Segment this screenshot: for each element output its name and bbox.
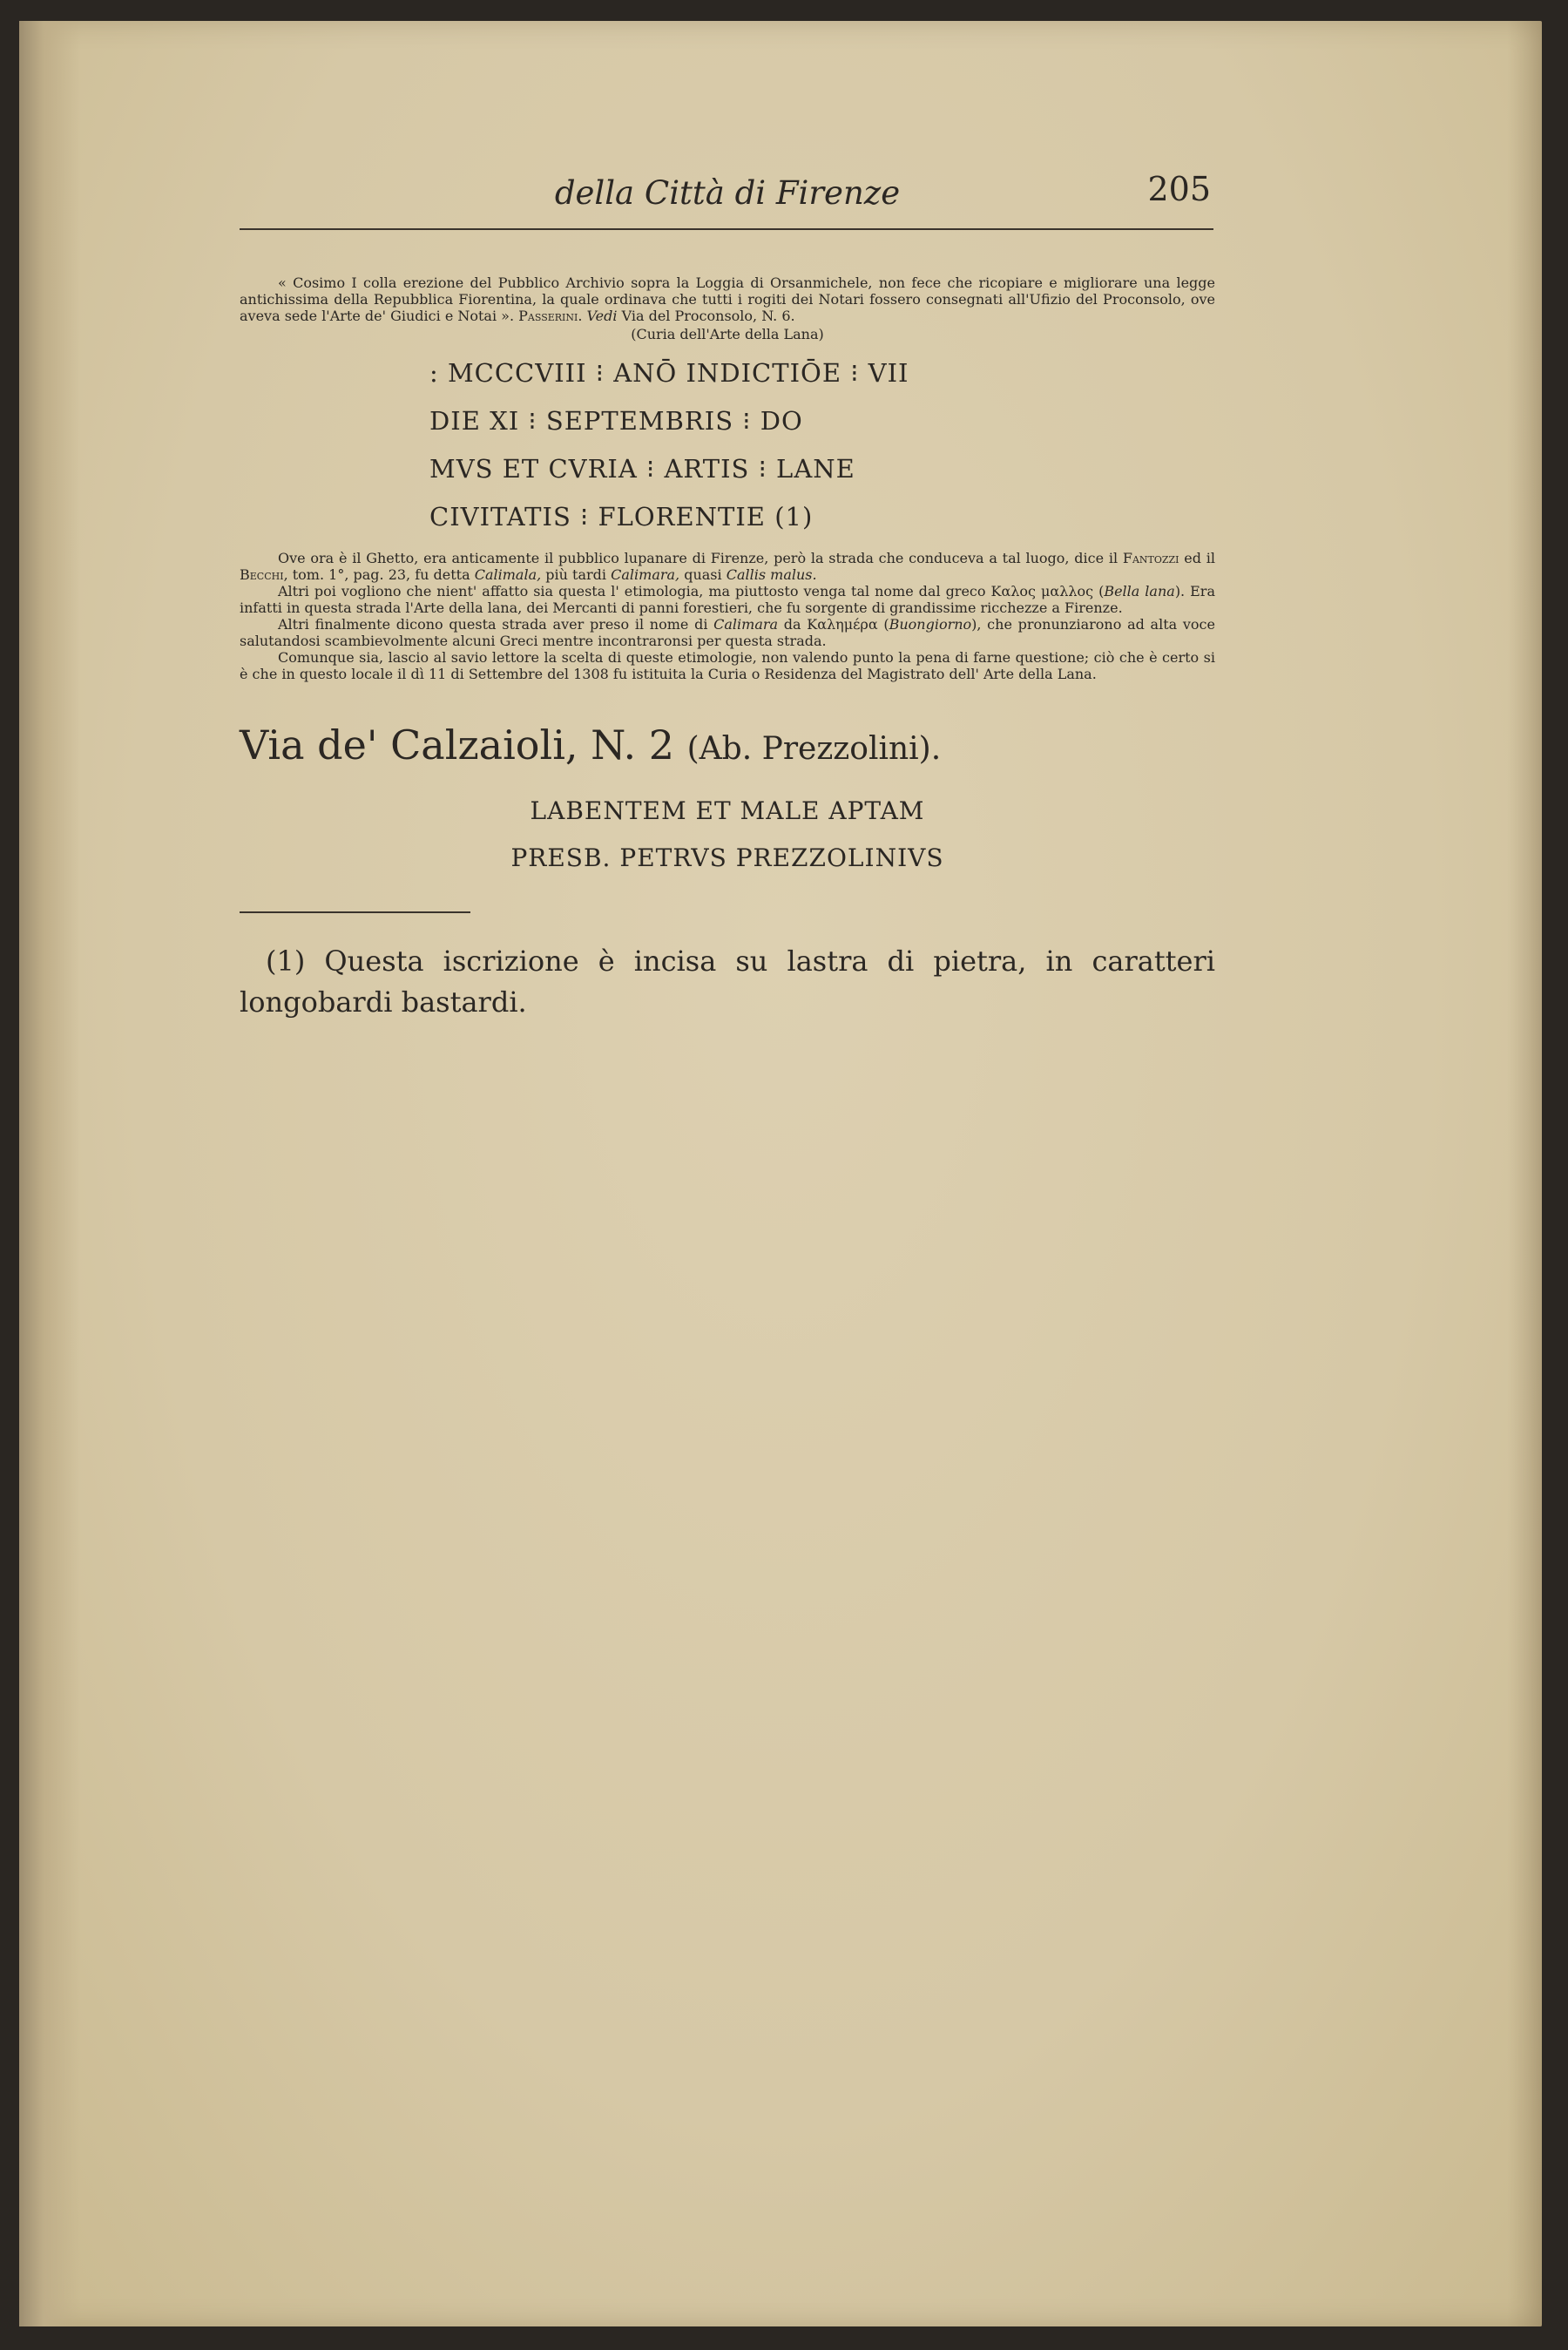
inscription-line: CIVITATIS ⁝ FLORENTIE (1) bbox=[429, 502, 814, 532]
inscription-line: MVS ET CVRIA ⁝ ARTIS ⁝ LANE bbox=[429, 454, 855, 484]
text-run: Altri poi vogliono che nient' affatto sia questa l' etimologia, ma piuttosto venga tal nome dal greco Καλος μαλλος ( bbox=[278, 583, 1105, 599]
italic-term: Calimara bbox=[713, 616, 779, 633]
text-run: ed il bbox=[1184, 550, 1215, 566]
author-name: Passerini. bbox=[518, 308, 583, 324]
author-name: Fantozzi bbox=[1122, 550, 1179, 566]
header-rule bbox=[240, 228, 1213, 230]
footnote: (1) Questa iscrizione è incisa su lastra di pietra, in caratteri longobardi bastardi. bbox=[240, 945, 1215, 1019]
text-run: Altri finalmente dicono questa strada aver preso il nome di bbox=[278, 616, 708, 633]
page-edge bbox=[1507, 21, 1542, 2326]
running-head bbox=[240, 170, 1215, 218]
text-run: da Καλημέρα ( bbox=[783, 616, 889, 633]
text-run: più tardi bbox=[545, 566, 607, 583]
text-run: ). Era infatti in questa strada l'Arte della lana, dei Mercanti di panni forestieri, che fu sorgente di grandissime ricchezze a Firenze. bbox=[240, 583, 1215, 616]
text-run: Ove ora è il Ghetto, era anticamente il pubblico lupanare di Firenze, però la strada che conduceva a tal luogo, dice il bbox=[278, 550, 1119, 566]
italic-term: Calimara, bbox=[611, 566, 680, 583]
section-inscription bbox=[240, 788, 1215, 882]
inscription-line: : MCCCVIII ⁝ ANŌ INDICTIŌE ⁝ VII bbox=[429, 358, 909, 388]
italic-term: Buongiorno bbox=[889, 616, 972, 633]
text-run: , tom. 1°, pag. 23, fu detta bbox=[283, 566, 470, 583]
paragraph-conclusion: Comunque sia, lascio al savio lettore la scelta di queste etimologie, non valendo punto la pena di farne questione; ciò che è certo si è che in questo locale il dì 11 di Settembre del 1308 fu istituita la Curia o Residenza del Magistrato dell' Arte della Lana. bbox=[240, 649, 1215, 682]
paragraph-etymology bbox=[240, 583, 1215, 616]
running-title: della Città di Firenze bbox=[554, 174, 901, 212]
section-title: Via de' Calzaioli, N. 2 bbox=[240, 721, 674, 769]
page-gutter bbox=[19, 21, 80, 2326]
vedi-label: Vedi bbox=[586, 308, 618, 324]
text-run: quasi bbox=[684, 566, 722, 583]
italic-term: Calimala, bbox=[474, 566, 542, 583]
section-heading bbox=[240, 719, 1215, 775]
inscription-block bbox=[429, 349, 1215, 541]
paragraph-kalimera bbox=[240, 616, 1215, 649]
paragraph-quote bbox=[240, 274, 1215, 324]
paragraph-ghetto bbox=[240, 550, 1215, 583]
body-text bbox=[240, 274, 1215, 1023]
quote-text: « Cosimo I colla erezione del Pubblico Archivio sopra la Loggia di Orsanmichele, non fece che ricopiare e migliorare una legge antichissima della Repubblica Fiorentina, la quale ordinava che tutti i rogiti dei Notari fossero consegnati all'Ufizio del Proconsolo, ove aveva sede l'Arte de' Giudici e Notai ». bbox=[240, 274, 1215, 324]
inscription-line: DIE XI ⁝ SEPTEMBRIS ⁝ DO bbox=[429, 406, 803, 436]
section-subtitle: (Ab. Prezzolini). bbox=[686, 731, 942, 767]
author-name: Becchi bbox=[240, 566, 284, 583]
italic-term: Callis malus. bbox=[726, 566, 817, 583]
text-run: ), che pronunziarono ad alta voce salutandosi scambievolmente alcuni Greci mentre incontraronsi per questa strada. bbox=[240, 616, 1215, 649]
footnote-rule bbox=[240, 911, 470, 913]
reference-text: Via del Proconsolo, N. 6. bbox=[621, 308, 795, 324]
inscription-line: PRESB. PETRVS PREZZOLINIVS bbox=[510, 843, 944, 872]
inscription-line: LABENTEM ET MALE APTAM bbox=[530, 796, 925, 825]
page-number: 205 bbox=[1147, 170, 1211, 208]
italic-term: Bella lana bbox=[1104, 583, 1175, 599]
inscription-caption: (Curia dell'Arte della Lana) bbox=[631, 326, 824, 342]
